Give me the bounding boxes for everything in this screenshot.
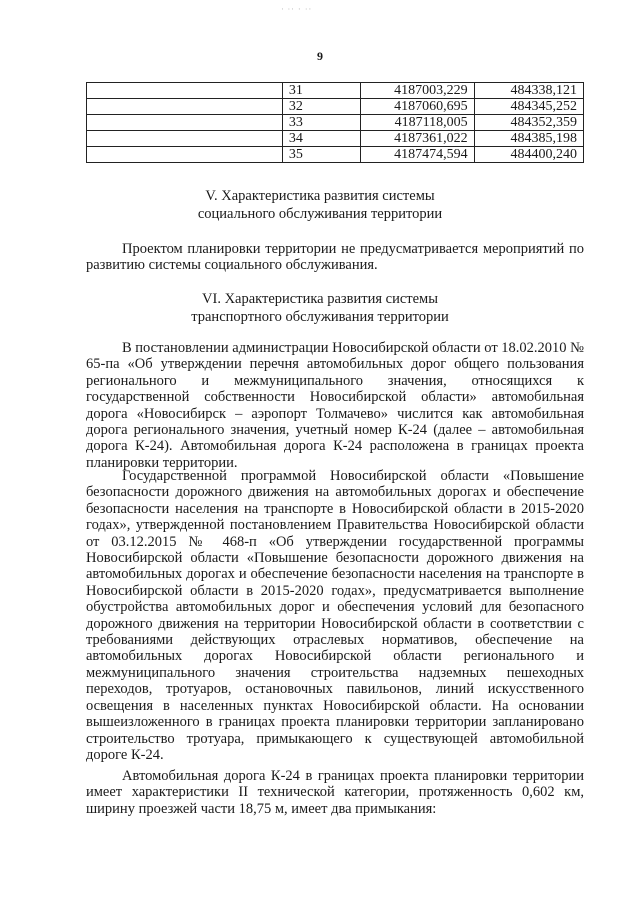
table-row <box>87 147 584 163</box>
table-row <box>87 115 584 131</box>
coordinate-x: 4187003,229 <box>361 83 475 99</box>
coordinate-x: 4187474,594 <box>361 147 475 163</box>
coordinates-table <box>86 82 584 163</box>
table-row <box>87 99 584 115</box>
section-6-paragraph-2: Государственной программой Новосибирской области «Повышение безопасности дорожного движения на автомобильных дорогах и обеспечение безопасности населения на транспорте в Новосибирской области в 2015-2020 годах», утвержденной постановлением Правительства Новосибирской области от 03.12.2015 № 468-п «Об утверждении государственной программы Новосибирской области «Повышение безопасности дорожного движения на автомобильных дорогах и обеспечение безопасности населения на транспорте в Новосибирской области в 2015-2020 годах», предусматривается выполнение обустройства автомобильных дорог и обеспечения условий для безопасного дорожного движения на территории Новосибирской области в соответствии с требованиями действующих отраслевых нормативов, обеспечение на автомобильных дорогах Новосибирской области регионального и межмуниципального значения строительства надземных пешеходных переходов, тротуаров, остановочных павильонов, линий искусственного освещения в населенных пунктах Новосибирской области. На основании вышеизложенного в границах проекта планировки территории запланировано строительство тротуара, примыкающего к существующей автомобильной дороге К-24. <box>86 468 584 763</box>
table-cell-blank <box>87 83 283 99</box>
table-cell-blank <box>87 115 283 131</box>
page-number: 9 <box>317 49 323 63</box>
coordinate-y: 484345,252 <box>474 99 583 115</box>
coordinate-y: 484385,198 <box>474 131 583 147</box>
section-5-paragraph: Проектом планировки территории не предусматривается мероприятий по развитию системы социального обслуживания. <box>86 241 584 274</box>
section-6-paragraph-1: В постановлении администрации Новосибирской области от 18.02.2010 № 65-па «Об утверждении перечня автомобильных дорог общего пользования регионального и межмуниципального значения, относящихся к государственной собственности Новосибирской области» автомобильная дорога «Новосибирск – аэропорт Толмачево» числится как автомобильная дорога регионального значения, учетный номер К-24 (далее – автомобильная дорога К-24). Автомобильная дорога К-24 расположена в границах проекта планировки территории. <box>86 340 584 471</box>
point-number: 31 <box>282 83 360 99</box>
coordinate-y: 484400,240 <box>474 147 583 163</box>
point-number: 32 <box>282 99 360 115</box>
section-5-title-line2: социального обслуживания территории <box>197 206 443 222</box>
archive-stamp: · ∙· · ∙· <box>281 4 313 14</box>
coordinate-y: 484338,121 <box>474 83 583 99</box>
table-row <box>87 131 584 147</box>
point-number: 35 <box>282 147 360 163</box>
coordinate-y: 484352,359 <box>474 115 583 131</box>
coordinate-x: 4187361,022 <box>361 131 475 147</box>
table-cell-blank <box>87 147 283 163</box>
section-5-title-line1: V. Характеристика развития системы <box>205 188 435 204</box>
section-6-title-line2: транспортного обслуживания территории <box>191 309 449 325</box>
point-number: 34 <box>282 131 360 147</box>
table-cell-blank <box>87 131 283 147</box>
table-cell-blank <box>87 99 283 115</box>
section-6-paragraph-3: Автомобильная дорога К-24 в границах проекта планировки территории имеет характеристики II технической категории, протяженность 0,602 км, ширину проезжей части 18,75 м, имеет два примыкания: <box>86 768 584 817</box>
coordinate-x: 4187118,005 <box>361 115 475 131</box>
section-6-title-line1: VI. Характеристика развития системы <box>202 291 438 307</box>
point-number: 33 <box>282 115 360 131</box>
table-row <box>87 83 584 99</box>
coordinate-x: 4187060,695 <box>361 99 475 115</box>
